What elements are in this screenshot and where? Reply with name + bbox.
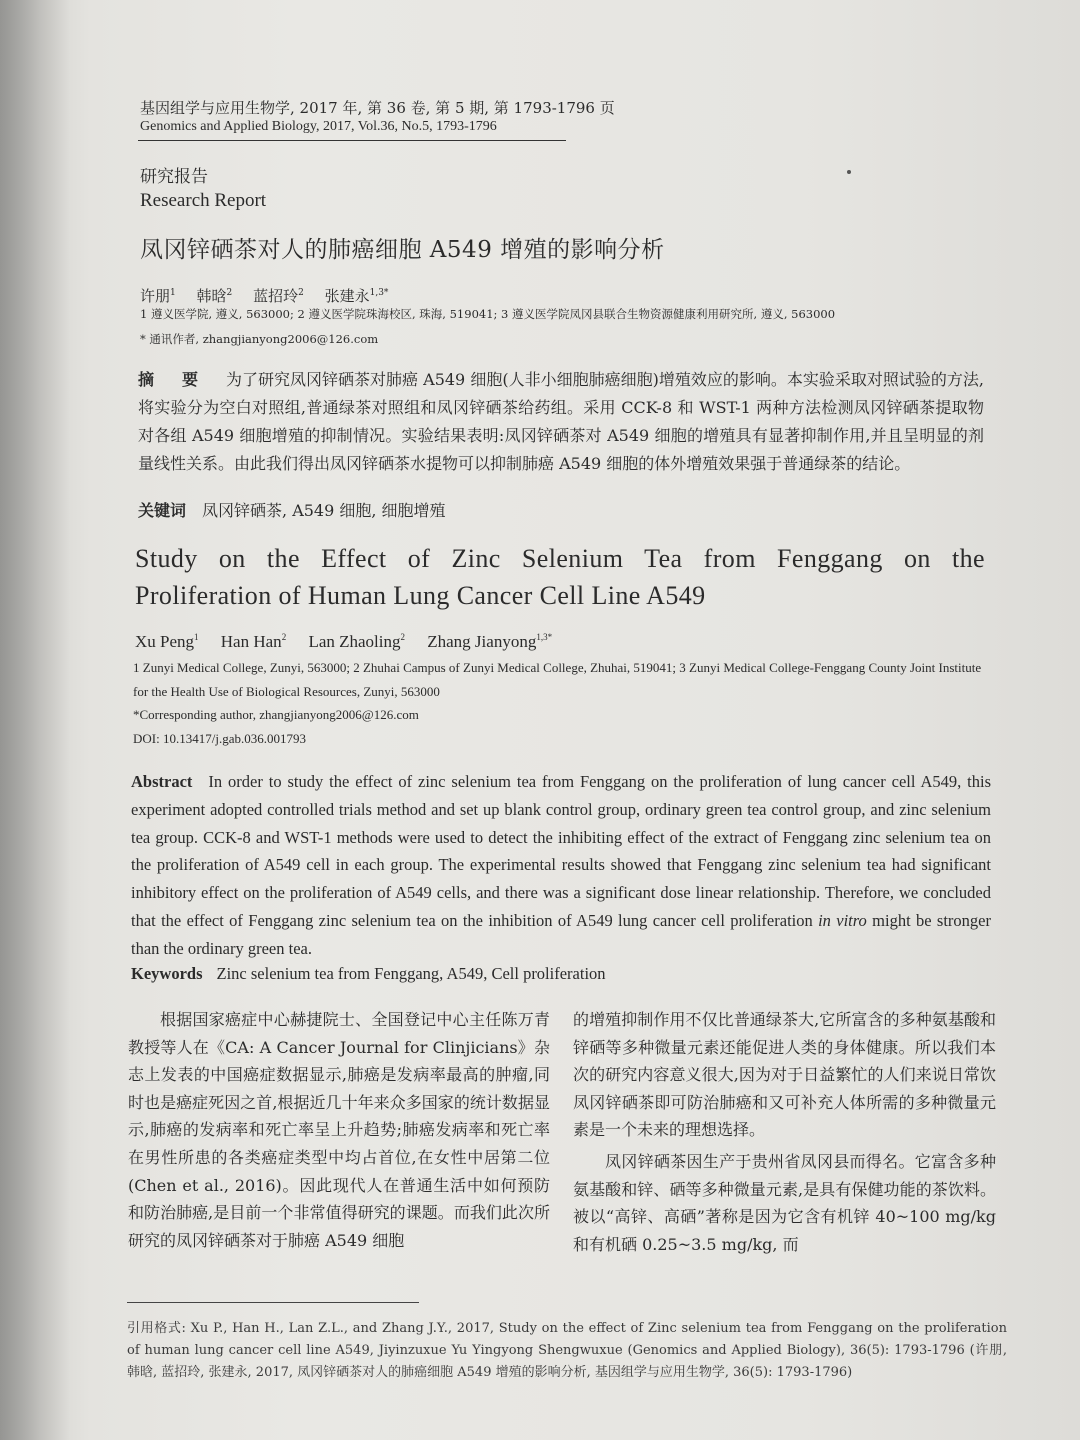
author-name: Han Han	[220, 632, 282, 651]
author-affil-mark: 1	[170, 288, 176, 298]
affiliation-en: 1 Zunyi Medical College, Zunyi, 563000; 2 Zhuhai Campus of Zunyi Medical College, Zhuhai, 519041; 3 Zunyi Medical College-Fenggang County Joint Institute for the Health Use of Biological Resources, Zunyi, 563000	[133, 660, 982, 699]
citation-format: 引用格式: Xu P., Han H., Lan Z.L., and Zhang J.Y., 2017, Study on the effect of Zinc selenium tea from Fenggang on the proliferation of human lung cancer cell line A549, Jiyinzuxue Yu Yingyong Shengwuxue (Genomics and Applied Biology), 36(5): 1793-1796 (许朋, 韩晗, 蓝招玲, 张建永, 2017, 凤冈锌硒茶对人的肺癌细胞 A549 增殖的影响分析, 基因组学与应用生物学, 36(5): 1793-1796)	[127, 1321, 1007, 1380]
author-affil-mark: 1,3*	[369, 288, 389, 298]
author-affil-mark: 2	[400, 632, 405, 643]
author-name: Zhang Jianyong	[427, 632, 537, 651]
corresponding-author-en: *Corresponding author, zhangjianyong2006@126.com	[133, 707, 419, 722]
body-paragraph: 的增殖抑制作用不仅比普通绿茶大,它所富含的多种氨基酸和锌硒等多种微量元素还能促进人类的身体健康。所以我们本次的研究内容意义很大,因为对于日益繁忙的人们来说日常饮凤冈锌硒茶即可防治肺癌和又可补充人体所需的多种微量元素是一个未来的理想选择。	[573, 1010, 996, 1140]
footnote-rule	[127, 1302, 419, 1303]
author-affil-mark: 2	[281, 632, 287, 643]
abstract-en-label: Abstract	[131, 772, 193, 791]
body-paragraph: 根据国家癌症中心赫捷院士、全国登记中心主任陈万青教授等人在《CA: A Cancer Journal for Clinjicians》杂志上发表的中国癌症数据显示,肺癌是发病率最高的肿瘤,同时也是癌症死因之首,根据近几十年来众多国家的统计数据显示,肺癌的发病率和死亡率呈上升趋势;肺癌发病率和死亡率在男性所患的各类癌症类型中均占首位,在女性中居第二位(Chen et al., 2016)。因此现代人在普通生活中如何预防和防治肺癌,是目前一个非常值得研究的课题。而我们此次所研究的凤冈锌硒茶对于肺癌 A549 细胞	[128, 1010, 550, 1250]
body-paragraph: 凤冈锌硒茶因生产于贵州省凤冈县而得名。它富含多种氨基酸和锌、硒等多种微量元素,是具有保健功能的茶饮料。被以“高锌、高硒”著称是因为它含有机锌 40~100 mg/kg 和有机硒 0.25~3.5 mg/kg, 而	[573, 1151, 996, 1254]
title-en-line2: Proliferation of Human Lung Cancer Cell Line A549	[135, 581, 706, 610]
author-name: 韩晗	[196, 287, 227, 305]
abstract-en-text: In order to study the effect of zinc selenium tea from Fenggang on the proliferation of lung cancer cell A549, this experiment adopted controlled trials method and set up blank control group, ordinary green tea control group, and zinc selenium tea group. CCK-8 and WST-1 methods were used to detect the inhibiting effect of the extract of Fenggang zinc selenium tea on the proliferation of A549 cell in each group. The experimental results showed that Fenggang zinc selenium tea had significant inhibitory effect on the proliferation of A549 cells, and there was a significant dose linear relationship. Therefore, we concluded that the effect of Fenggang zinc selenium tea on the inhibition of A549 lung cancer cell proliferation	[131, 772, 991, 930]
header-rule	[138, 140, 566, 141]
body-column-right	[573, 1006, 996, 1258]
author-affil-mark: 1	[194, 632, 199, 643]
author-affil-mark: 2	[226, 288, 233, 298]
abstract-cn	[138, 366, 984, 478]
doi: DOI: 10.13417/j.gab.036.001793	[133, 731, 306, 746]
abstract-en-italic: in vitro	[818, 910, 867, 930]
author-name: Xu Peng	[135, 632, 195, 651]
author-affil-mark: 1,3*	[536, 632, 553, 643]
page-crease-shadow	[0, 0, 70, 1440]
keywords-en	[131, 964, 606, 984]
authors-cn	[140, 285, 404, 306]
abstract-en-text-end: might be stronger than the ordinary green tea.	[131, 910, 991, 958]
affiliation-cn: 1 遵义医学院, 遵义, 563000; 2 遵义医学院珠海校区, 珠海, 519041; 3 遵义医学院凤冈县联合生物资源健康利用研究所, 遵义, 563000	[140, 307, 836, 321]
abstract-en	[131, 768, 991, 963]
body-column-left	[128, 1006, 550, 1254]
keywords-cn	[138, 498, 446, 521]
keywords-en-label: Keywords	[131, 964, 203, 983]
authors-en	[135, 632, 570, 652]
author-name: 许朋	[140, 287, 171, 305]
title-en	[135, 540, 985, 614]
title-en-line1: Study on the Effect of Zinc Selenium Tea from Fenggang on the	[135, 544, 985, 573]
author-name: Lan Zhaoling	[308, 632, 401, 651]
journal-header-cn: 基因组学与应用生物学, 2017 年, 第 36 卷, 第 5 期, 第 1793-1796 页	[140, 99, 615, 117]
author-affil-mark: 2	[298, 288, 304, 298]
abstract-cn-text: 为了研究凤冈锌硒茶对肺癌 A549 细胞(人非小细胞肺癌细胞)增殖效应的影响。本实验采取对照试验的方法,将实验分为空白对照组,普通绿茶对照组和凤冈锌硒茶给药组。采用 CCK-8 和 WST-1 两种方法检测凤冈锌硒茶提取物对各组 A549 细胞增殖的抑制情况。实验结果表明:凤冈锌硒茶对 A549 细胞的增殖具有显著抑制作用,并且呈明显的剂量线性关系。由此我们得出凤冈锌硒茶水提物可以抑制肺癌 A549 细胞的体外增殖效果强于普通绿茶的结论。	[138, 370, 984, 473]
author-name: 张建永	[324, 287, 370, 305]
journal-header-en: Genomics and Applied Biology, 2017, Vol.36, No.5, 1793-1796	[140, 119, 497, 134]
section-label-cn: 研究报告	[140, 167, 208, 187]
section-label-en: Research Report	[140, 190, 267, 211]
keywords-cn-text: 凤冈锌硒茶, A549 细胞, 细胞增殖	[202, 501, 446, 520]
corresponding-author-cn: * 通讯作者, zhangjianyong2006@126.com	[140, 332, 379, 346]
author-name: 蓝招玲	[253, 287, 299, 305]
title-cn: 凤冈锌硒茶对人的肺癌细胞 A549 增殖的影响分析	[140, 237, 665, 263]
ink-speck	[847, 170, 851, 174]
abstract-cn-label: 摘 要	[138, 370, 205, 389]
keywords-cn-label: 关键词	[138, 501, 187, 520]
keywords-en-text: Zinc selenium tea from Fenggang, A549, Cell proliferation	[216, 964, 606, 983]
